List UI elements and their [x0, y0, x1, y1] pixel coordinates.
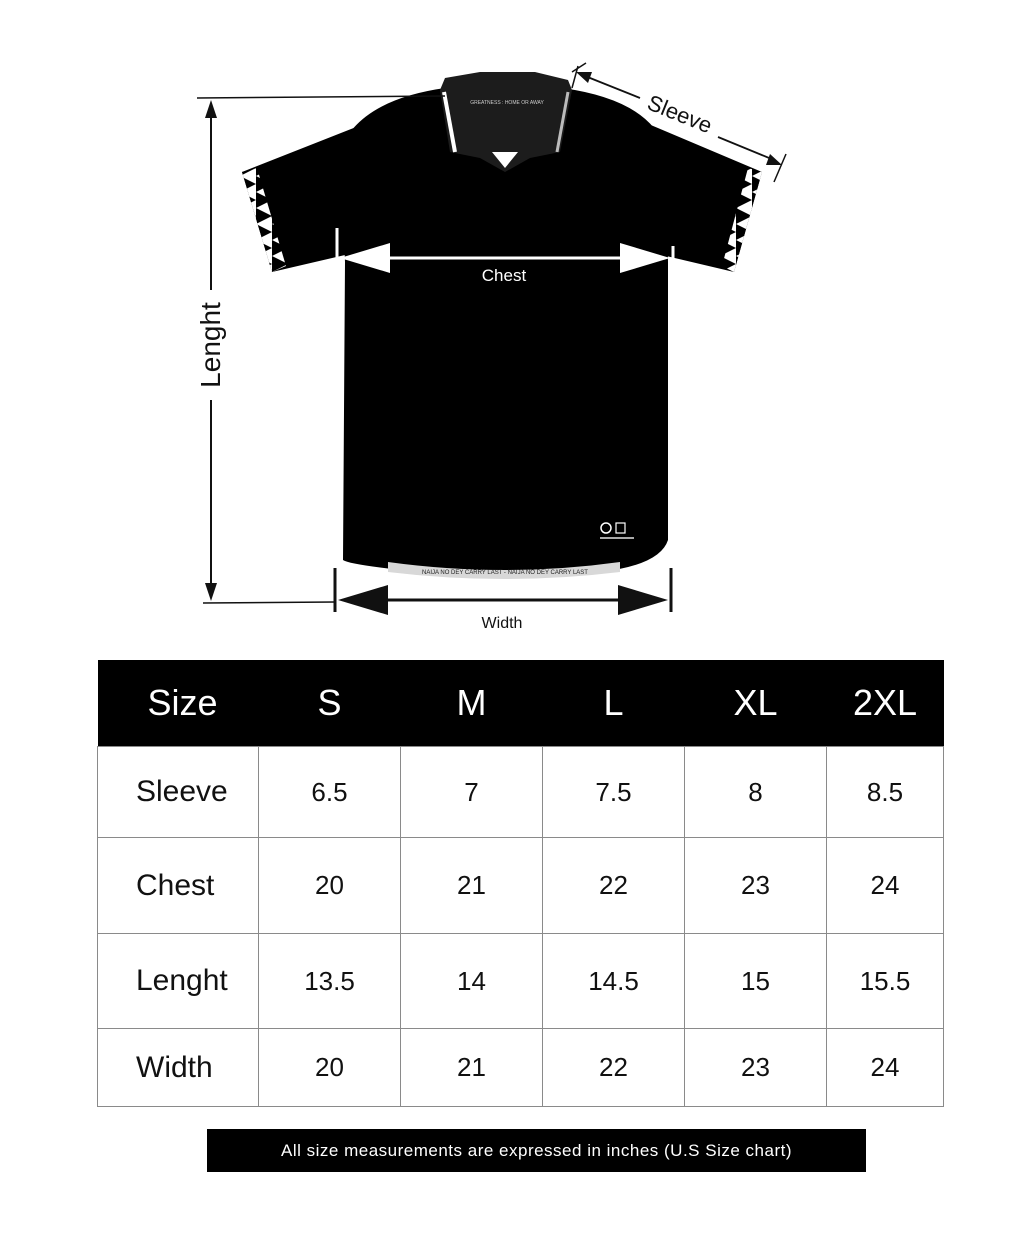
shirt-body: [242, 72, 762, 579]
hem-text: NAIJA NO DEY CARRY LAST - NAIJA NO DEY CARRY LAST: [422, 570, 588, 576]
table-cell: 22: [543, 838, 685, 934]
collar-text: GREATNESS : HOME OR AWAY: [470, 100, 544, 106]
header-m: M: [401, 660, 543, 747]
table-cell: 21: [401, 838, 543, 934]
row-label: Width: [98, 1029, 259, 1107]
table-cell: 20: [259, 1029, 401, 1107]
table-row-sleeve: [98, 747, 944, 838]
row-label: Lenght: [98, 934, 259, 1029]
table-row-width: [98, 1029, 944, 1107]
table-row-length: [98, 934, 944, 1029]
table-cell: 23: [685, 1029, 827, 1107]
header-s: S: [259, 660, 401, 747]
table-cell: 14.5: [543, 934, 685, 1029]
table-cell: 8: [685, 747, 827, 838]
size-table: [97, 660, 944, 1107]
length-label: Lenght: [195, 302, 226, 388]
width-label: Width: [481, 615, 523, 632]
row-label: Chest: [98, 838, 259, 934]
table-cell: 6.5: [259, 747, 401, 838]
chest-label: Chest: [481, 266, 527, 285]
table-cell: 22: [543, 1029, 685, 1107]
sleeve-label: Sleeve: [643, 89, 716, 139]
table-cell: 21: [401, 1029, 543, 1107]
table-row-chest: [98, 838, 944, 934]
row-label: Sleeve: [98, 747, 259, 838]
table-cell: 23: [685, 838, 827, 934]
table-cell: 24: [827, 1029, 944, 1107]
measurement-note: All size measurements are expressed in inches (U.S Size chart): [207, 1129, 866, 1172]
header-xl: XL: [685, 660, 827, 747]
table-cell: 7.5: [543, 747, 685, 838]
table-cell: 8.5: [827, 747, 944, 838]
header-2xl: 2XL: [827, 660, 944, 747]
table-cell: 20: [259, 838, 401, 934]
table-cell: 13.5: [259, 934, 401, 1029]
table-cell: 15.5: [827, 934, 944, 1029]
table-cell: 15: [685, 934, 827, 1029]
table-cell: 14: [401, 934, 543, 1029]
header-l: L: [543, 660, 685, 747]
header-size: Size: [98, 660, 259, 747]
size-table-header: [98, 660, 944, 747]
table-cell: 24: [827, 838, 944, 934]
table-cell: 7: [401, 747, 543, 838]
